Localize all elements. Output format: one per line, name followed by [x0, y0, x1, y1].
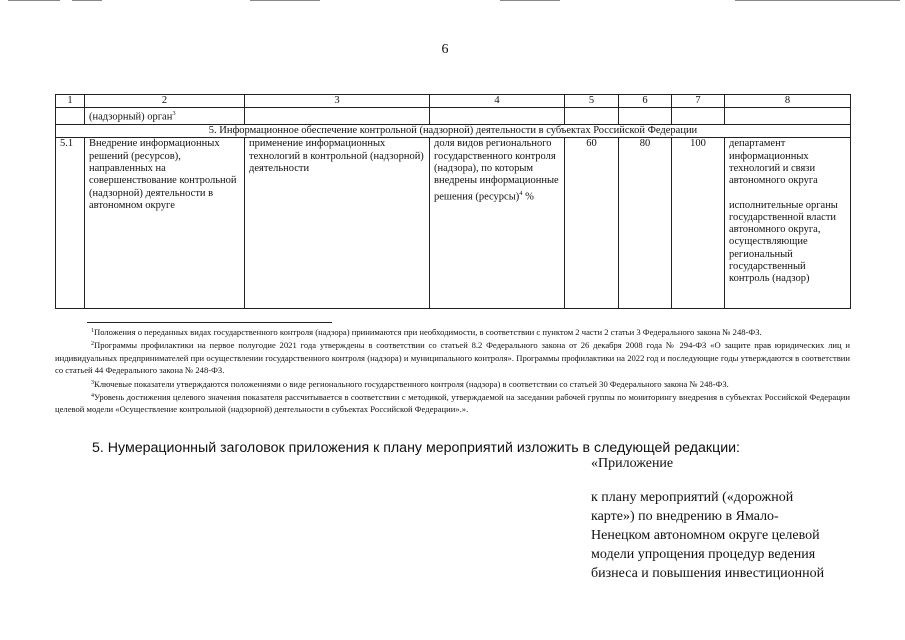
table-cell — [56, 108, 85, 125]
continued-cell-text — [85, 108, 245, 125]
appendix-title: «Приложение — [591, 456, 674, 471]
responsible-primary: департамент информационных технологий и связи автономного округа — [729, 138, 818, 187]
column-number: 5 — [565, 95, 619, 108]
responsible-cell — [725, 138, 851, 309]
footnote-mark: 3 — [172, 110, 176, 118]
column-number: 2 — [85, 95, 245, 108]
appendix-heading — [591, 488, 851, 583]
footnote — [55, 325, 850, 338]
appendix-line: модели упрощения процедур ведения — [591, 547, 816, 562]
footnote-mark: 4 — [91, 393, 94, 400]
footnote-mark: 1 — [91, 328, 94, 334]
column-number: 4 — [430, 95, 565, 108]
table-cell — [245, 108, 430, 125]
table-cell — [619, 108, 672, 125]
value-col6: 80 — [619, 138, 672, 309]
amendment-clause: 5. Нумерационный заголовок приложения к плану мероприятий изложить в следующей редакции: — [92, 440, 740, 456]
column-number: 6 — [619, 95, 672, 108]
footnote-mark: 2 — [91, 341, 94, 348]
roadmap-table — [55, 94, 851, 309]
value-col7: 100 — [672, 138, 725, 309]
footnotes — [55, 325, 850, 416]
responsible-secondary: исполнительные органы государственной власти автономного округа, осуществляющие региональный государственный контроль (надзор) — [729, 199, 838, 285]
appendix-line: к плану мероприятий («дорожной — [591, 490, 794, 505]
footnote-mark: 4 — [519, 189, 523, 197]
section-title: 5. Информационное обеспечение контрольной (надзорной) деятельности в субъектах Российской Федерации — [56, 125, 851, 138]
footnote-text: Ключевые показатели утверждаются положениями о виде регионального государственного контроля (надзора) в соответствии со статьей 30 Федерального закона № 248-ФЗ. — [94, 378, 729, 389]
measure-cell — [430, 138, 565, 309]
footnote-mark: 3 — [91, 379, 94, 386]
footnote-text: Положения о переданных видах государственного контроля (надзора) принимаются при необходимости, в соответствии с пунктом 2 части 2 статьи 3 Федерального закона № 248-ФЗ. — [94, 327, 762, 337]
table-row — [56, 138, 851, 309]
value-col5: 60 — [565, 138, 619, 309]
table-cell — [725, 108, 851, 125]
footnote-text: Уровень достижения целевого значения показателя рассчитывается в соответствии с методикой, утверждаемой на заседании рабочей группы по мониторингу внедрения в субъектах Российской Федерации целевой модели «Осуществление контрольной (надзорной) деятельности в субъектах Российской Федерации».». — [55, 392, 850, 415]
appendix-line: Ненецком автономном округе целевой — [591, 528, 820, 543]
footnote-separator — [87, 322, 332, 323]
column-number: 7 — [672, 95, 725, 108]
indicator-name: применение информационных технологий в контрольной (надзорной) деятельности — [245, 138, 430, 309]
column-number: 3 — [245, 95, 430, 108]
appendix-line: бизнеса и повышения инвестиционной — [591, 566, 825, 581]
footnote — [55, 390, 850, 416]
measure-unit: % — [522, 191, 534, 203]
continued-row — [56, 108, 851, 125]
activity-name: Внедрение информационных решений (ресурсов), направленных на совершенствование контрольной (надзорной) деятельности в автономном округе — [85, 138, 245, 309]
table-cell — [565, 108, 619, 125]
footnote — [55, 338, 850, 376]
cell-text: (надзорный) орган — [89, 111, 173, 123]
table-cell — [672, 108, 725, 125]
top-scan-rule — [0, 0, 905, 3]
column-number: 1 — [56, 95, 85, 108]
measure-text: доля видов регионального государственного контроля (надзора), по которым внедрены информационные решения (ресурсы) — [434, 138, 559, 203]
column-number: 8 — [725, 95, 851, 108]
table-cell — [430, 108, 565, 125]
section-header-row — [56, 125, 851, 138]
page-number: 6 — [441, 42, 449, 57]
row-number: 5.1 — [56, 138, 85, 309]
footnote — [55, 377, 850, 390]
appendix-line: карте») по внедрению в Ямало- — [591, 509, 779, 524]
column-number-row — [56, 95, 851, 108]
footnote-text: Программы профилактики на первое полугодие 2021 года утверждены в соответствии со статьей 8.2 Федерального закона от 26 декабря 2008 года № 294-ФЗ «О защите прав юридических лиц и индивидуальных предпринимателей при осуществлении государственного контроля (надзора) и муниципального контроля». Программы профилактики на 2022 год и последующие годы утверждаются в соответствии со статьей 44 Федерального закона № 248-ФЗ. — [55, 340, 850, 376]
